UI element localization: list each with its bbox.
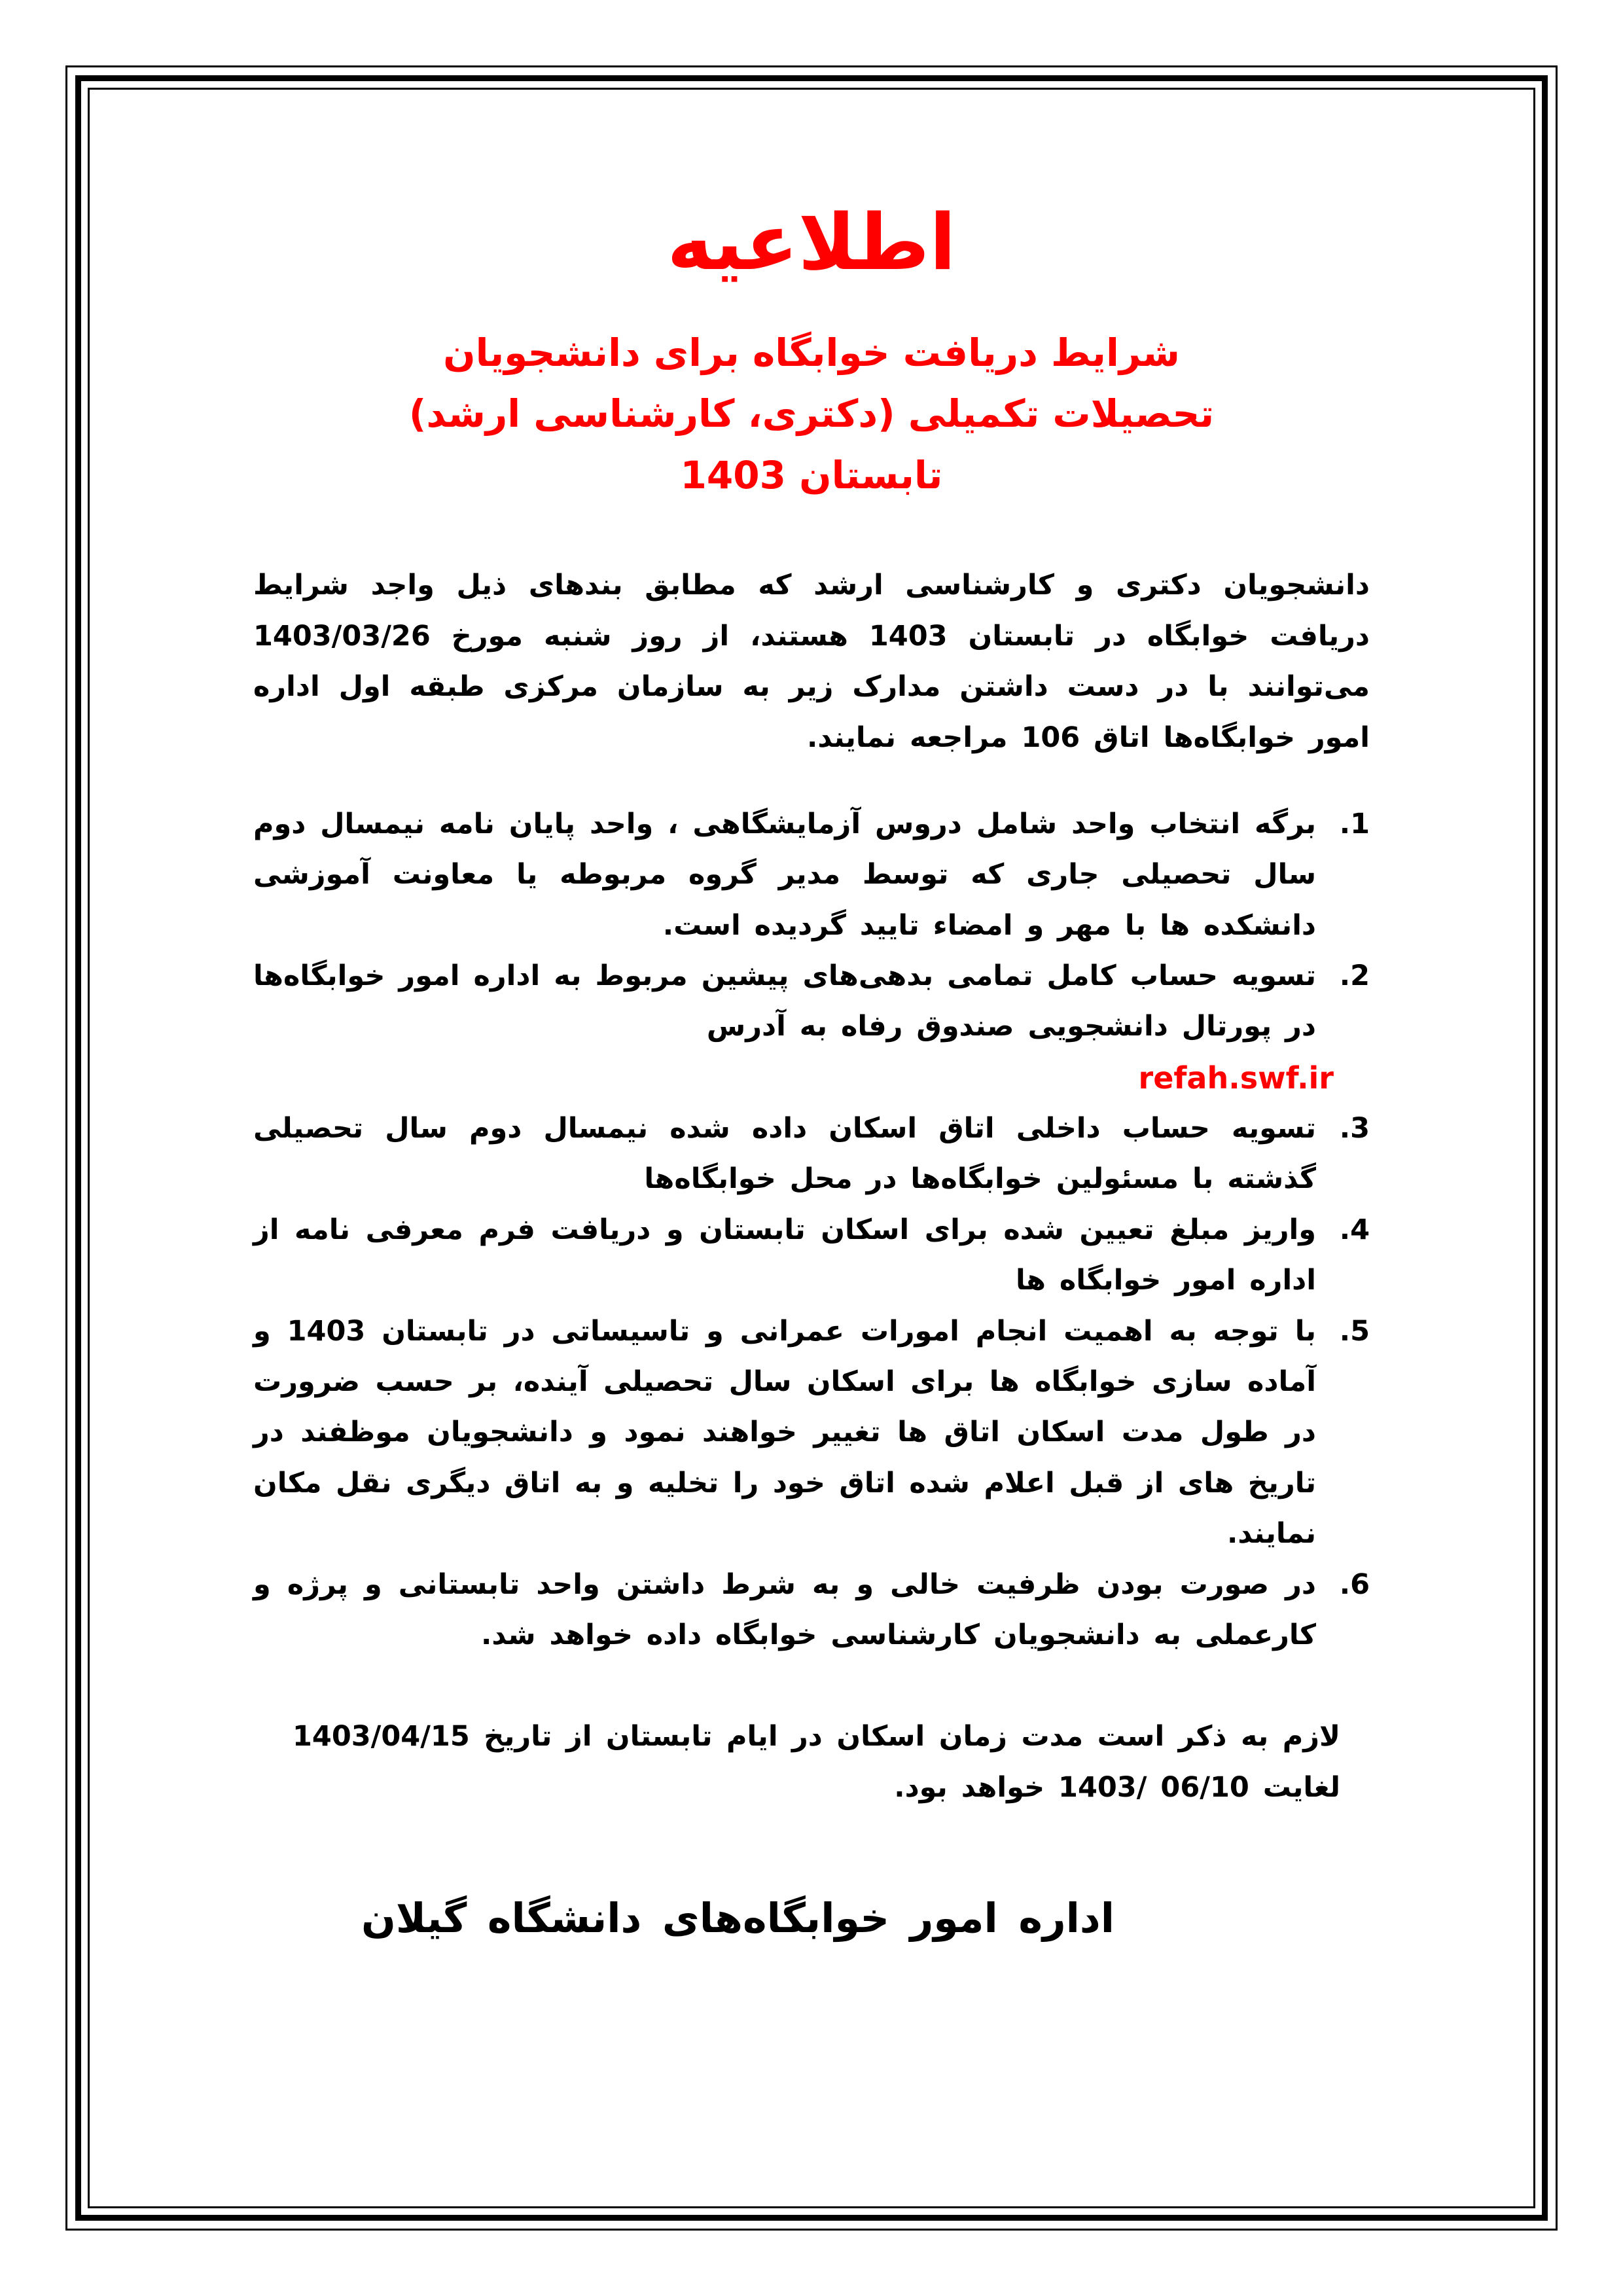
- item-text-2: تسویه حساب کامل تمامی بدهی‌های پیشین مربوط به اداره امور خوابگاه‌ها در پورتال دانشجویی صندوق رفاه به آدرس: [253, 960, 1316, 1043]
- item-text-3: تسویه حساب داخلی اتاق اسکان داده شده نیمسال دوم سال تحصیلی گذشته با مسئولین خوابگاه‌ها در محل خوابگاه‌ها: [253, 1112, 1316, 1196]
- list-item-4: [253, 1205, 1370, 1306]
- item-number-5: 5.: [1339, 1314, 1370, 1348]
- signature-line: اداره امور خوابگاه‌های دانشگاه گیلان: [361, 1894, 1115, 1943]
- list-item-5: [253, 1306, 1370, 1560]
- page-title: اطلاعیه: [667, 197, 956, 287]
- subtitle-line-2: تحصیلات تکمیلی (دکتری، کارشناسی ارشد): [408, 391, 1215, 437]
- requirements-list: [253, 799, 1370, 1660]
- list-item-1: [253, 799, 1370, 951]
- item-text-5: با توجه به اهمیت انجام امورات عمرانی و تاسیساتی در تابستان 1403 و آماده سازی خوابگاه ها برای اسکان سال تحصیلی آینده، بر حسب ضرورت در طول مدت اسکان اتاق ها تغییر خواهند نمود و دانشجویان موظفند در تاریخ های از قبل اعلام شده اتاق خود را تخلیه و به اتاق دیگری نقل مکان نمایند.: [253, 1314, 1316, 1551]
- subtitle-line-1: شرایط دریافت خوابگاه برای دانشجویان: [443, 330, 1180, 375]
- page-subtitle: [253, 323, 1370, 507]
- duration-note: لازم به ذکر است مدت زمان اسکان در ایام تابستان از تاریخ 1403/04/15 لغایت 06/10 /1403 خواهد بود.: [293, 1720, 1340, 1804]
- item-number-6: 6.: [1339, 1568, 1370, 1601]
- border-frame-middle: [75, 75, 1548, 2221]
- item-text-1: برگه انتخاب واحد شامل دروس آزمایشگاهی ، واحد پایان نامه نیمسال دوم سال تحصیلی جاری که توسط مدیر گروه مربوطه یا معاونت آموزشی دانشکده ها با مهر و امضاء تایید گردیده است.: [253, 807, 1316, 942]
- item-text-6: در صورت بودن ظرفیت خالی و به شرط داشتن واحد تابستانی و پرژه و کارعملی به دانشجویان کارشناسی خوابگاه داده خواهد شد.: [253, 1568, 1316, 1651]
- item-number-3: 3.: [1339, 1112, 1370, 1145]
- list-item-6: [253, 1560, 1370, 1661]
- subtitle-line-3: تابستان 1403: [680, 453, 943, 498]
- intro-paragraph: دانشجویان دکتری و کارشناسی ارشد که مطابق بندهای ذیل واجد شرایط دریافت خوابگاه در تابستان 1403 هستند، از روز شنبه مورخ 1403/03/26 می‌توانند با در دست داشتن مدارک زیر به سازمان مرکزی طبقه اول اداره امور خوابگاه‌ها اتاق 106 مراجعه نمایند.: [253, 569, 1370, 754]
- item-number-4: 4.: [1339, 1213, 1370, 1246]
- list-item-2: [253, 951, 1370, 1052]
- list-item-3: [253, 1103, 1370, 1205]
- item-number-2: 2.: [1339, 960, 1370, 993]
- item-text-4: واریز مبلغ تعیین شده برای اسکان تابستان و دریافت فرم معرفی نامه از اداره امور خوابگاه ها: [253, 1213, 1316, 1297]
- document-content: [90, 90, 1533, 2206]
- refah-portal-link[interactable]: refah.swf.ir: [1138, 1060, 1334, 1096]
- border-frame-outer: [65, 65, 1558, 2231]
- item-number-1: 1.: [1339, 807, 1370, 840]
- border-frame-inner: [88, 88, 1535, 2208]
